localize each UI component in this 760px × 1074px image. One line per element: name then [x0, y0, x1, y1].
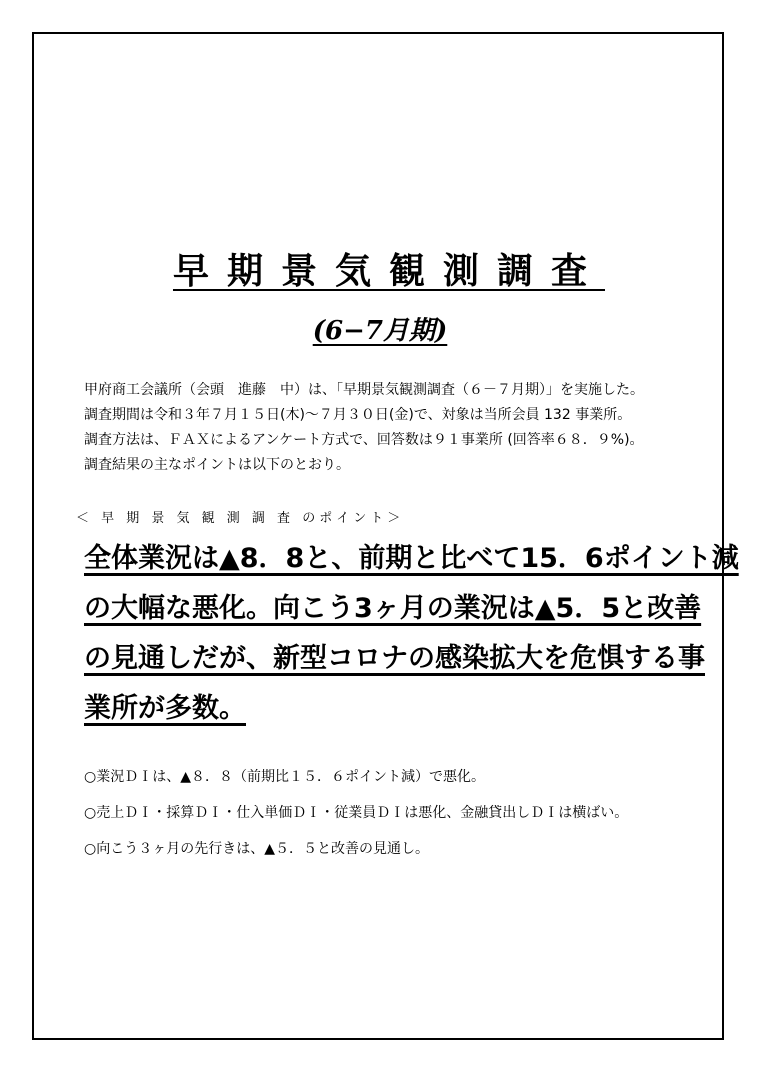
highlight-line-text: の見通しだが、新型コロナの感染拡大を危惧する事 — [84, 643, 705, 674]
intro-line: 調査結果の主なポイントは以下のとおり。 — [84, 457, 350, 473]
document-subtitle-text: (6−7月期) — [312, 316, 448, 346]
highlight-summary — [84, 534, 739, 734]
highlight-line — [84, 684, 704, 734]
intro-line: 調査期間は令和３年７月１５日(木)～７月３０日(金)で、対象は当所会員 132 事業所。 — [84, 407, 632, 423]
highlight-line-text: の大幅な悪化。向こう3ヶ月の業況は▲5．5と改善 — [84, 593, 702, 624]
bullet-item: ○売上ＤＩ・採算ＤＩ・仕入単価ＤＩ・従業員ＤＩは悪化、金融貸出しＤＩは横ばい。 — [84, 805, 629, 821]
point-heading: ＜ 早 期 景 気 観 測 調 査 のポイント＞ — [76, 511, 405, 526]
bullet-item: ○向こう３ヶ月の先行きは、▲５．５と改善の見通し。 — [84, 841, 429, 857]
highlight-line — [84, 534, 739, 584]
highlight-line-text: 業所が多数。 — [84, 693, 246, 724]
document-subtitle — [0, 314, 760, 348]
intro-paragraph — [84, 378, 724, 478]
intro-line: 調査方法は、ＦＡＸによるアンケート方式で、回答数は９１事業所 (回答率６８．９%)。 — [84, 432, 644, 448]
intro-line: 甲府商工会議所（会頭 進藤 中）は、「早期景気観測調査（６－７月期）」を実施した。 — [84, 382, 644, 398]
highlight-line — [84, 584, 704, 634]
document-title — [0, 250, 760, 294]
highlight-line-text: 全体業況は▲8．8と、前期と比べて15．6ポイント減 — [84, 543, 739, 574]
highlight-line — [84, 634, 704, 684]
bullet-item: ○業況ＤＩは、▲８．８（前期比１５．６ポイント減）で悪化。 — [84, 769, 485, 785]
bullet-list — [84, 766, 704, 874]
document-title-text: 早期景気観測調査 — [172, 251, 605, 292]
